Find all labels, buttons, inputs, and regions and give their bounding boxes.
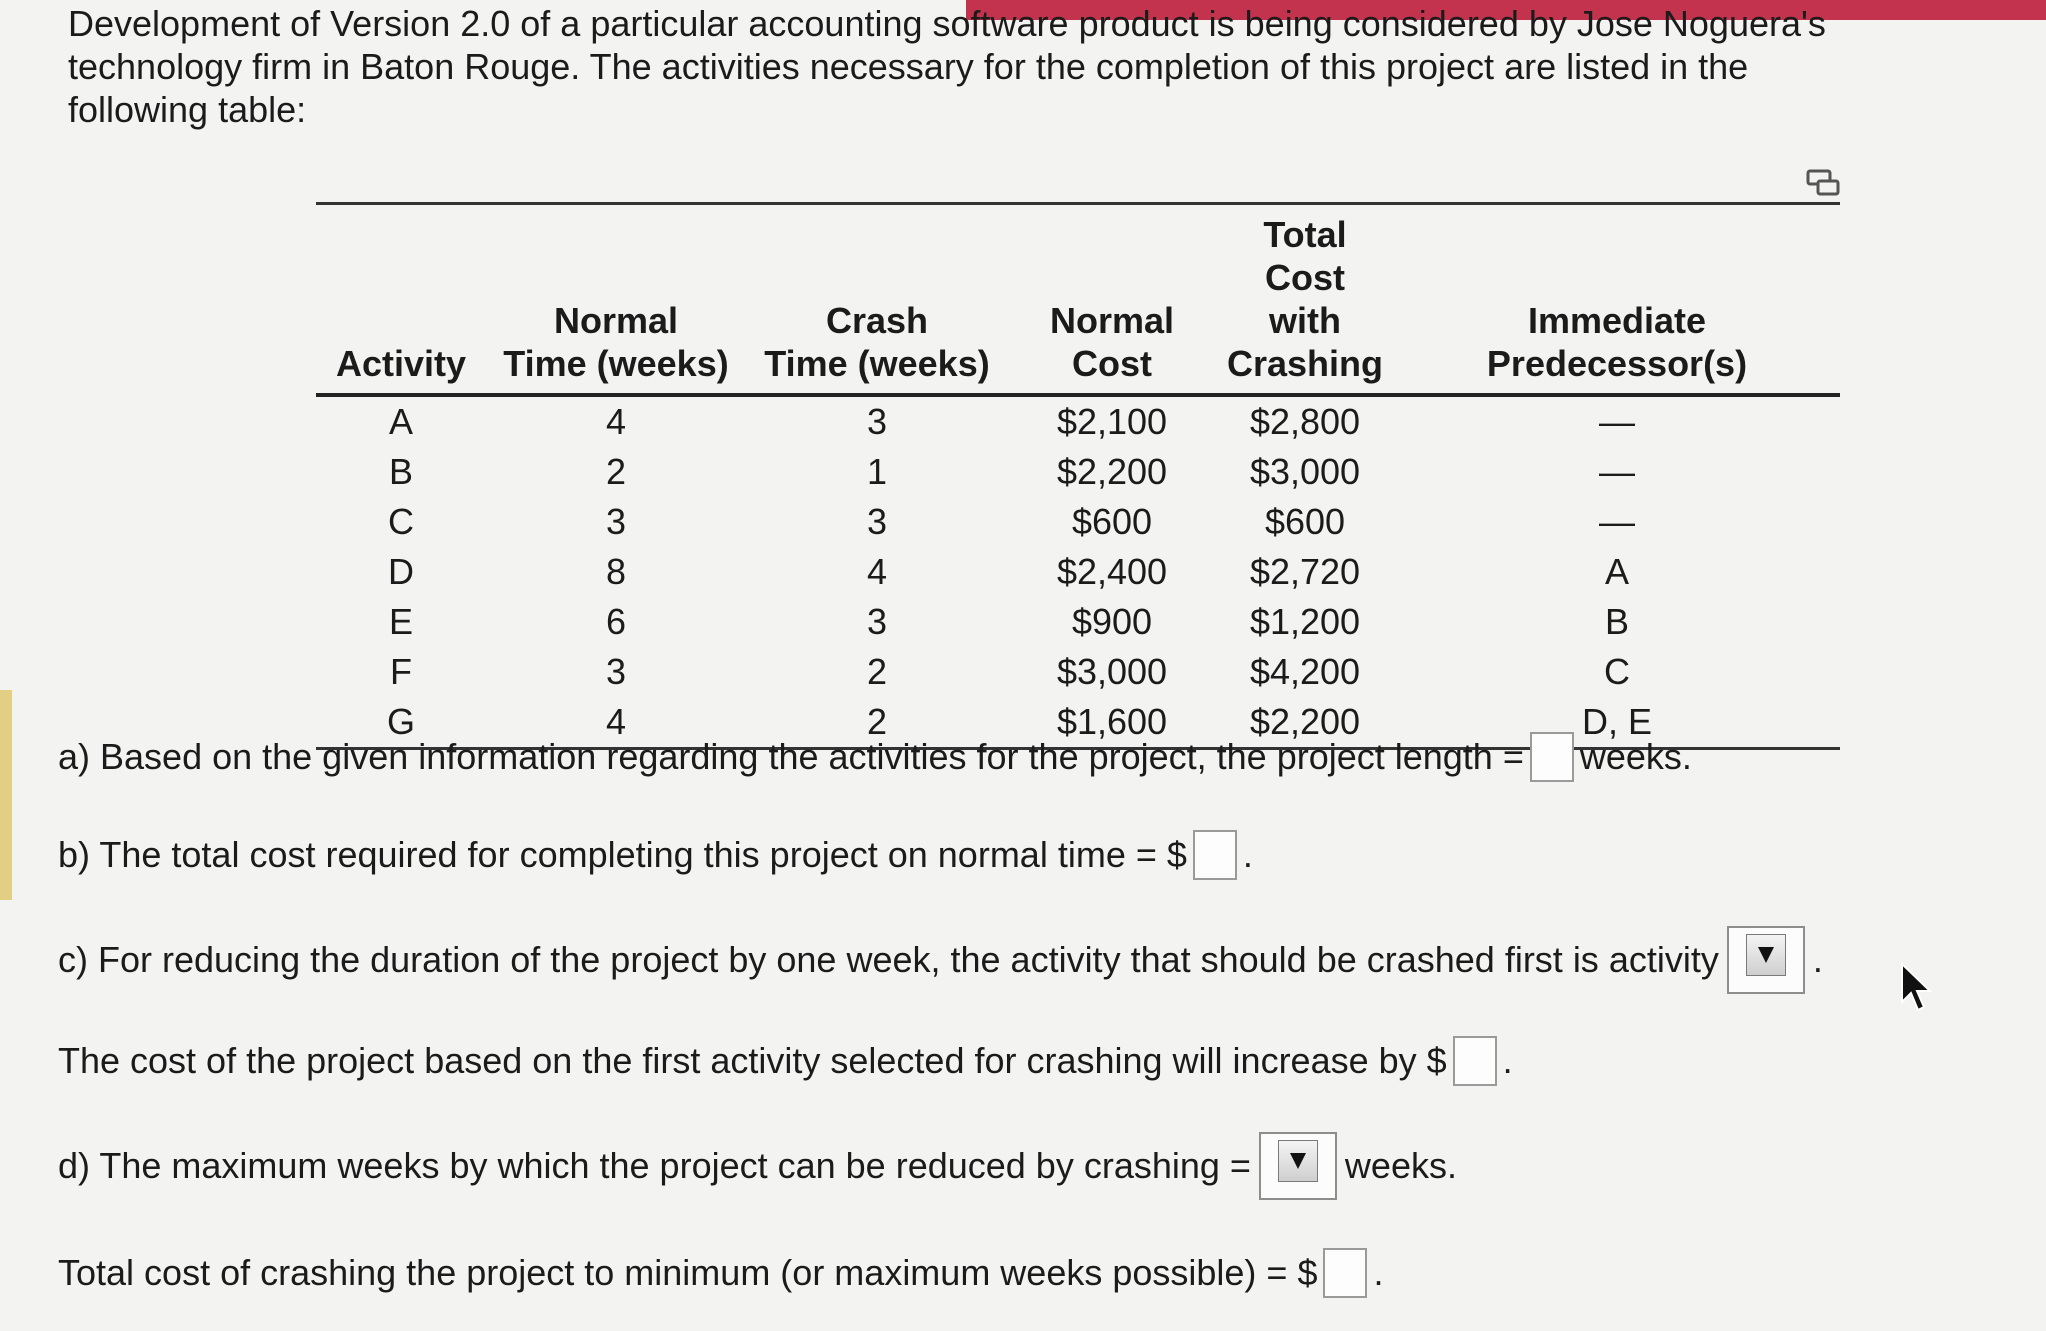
question-d-text: d) The maximum weeks by which the project can be reduced by crashing = <box>58 1145 1251 1186</box>
cell-crash-time: 2 <box>866 651 888 692</box>
cell-normal-time: 4 <box>605 401 627 442</box>
header-predecessors: Immediate Predecessor(s) <box>1394 204 1840 396</box>
max-weeks-dropdown[interactable] <box>1259 1132 1337 1200</box>
cell-activity: C <box>388 501 414 542</box>
question-c-end: . <box>1812 939 1823 980</box>
cell-activity: A <box>388 401 413 442</box>
left-highlight-strip <box>0 690 12 900</box>
table-row <box>316 547 1840 597</box>
cell-crash-cost: $2,720 <box>1249 551 1361 592</box>
cell-crash-cost: $2,200 <box>1249 701 1361 742</box>
table-row <box>316 395 1840 447</box>
cell-crash-cost: $2,800 <box>1249 401 1361 442</box>
cell-predecessors: — <box>1599 501 1635 542</box>
cell-normal-cost: $600 <box>1071 501 1153 542</box>
question-c <box>58 926 1823 994</box>
chevron-down-icon <box>1757 945 1775 965</box>
cell-normal-cost: $2,400 <box>1056 551 1168 592</box>
question-b-text: b) The total cost required for completing this project on normal time = $ <box>58 834 1187 875</box>
table-row <box>316 447 1840 497</box>
project-length-input[interactable] <box>1530 732 1574 782</box>
cell-normal-cost: $3,000 <box>1056 651 1168 692</box>
cell-crash-time: 3 <box>866 501 888 542</box>
cell-normal-cost: $1,600 <box>1056 701 1168 742</box>
cell-predecessors: D, E <box>1581 701 1652 742</box>
question-d-unit: weeks. <box>1344 1145 1457 1186</box>
first-crash-activity-dropdown[interactable] <box>1727 926 1805 994</box>
cell-crash-time: 2 <box>866 701 888 742</box>
dropdown-arrow-button[interactable] <box>1278 1140 1318 1182</box>
cell-normal-cost: $2,200 <box>1056 451 1168 492</box>
chevron-down-icon <box>1289 1151 1307 1171</box>
normal-total-cost-input[interactable] <box>1193 830 1237 880</box>
question-d2-end: . <box>1373 1252 1384 1293</box>
cell-normal-cost: $900 <box>1071 601 1153 642</box>
question-c-text: c) For reducing the duration of the project by one week, the activity that should be crashed first is activity <box>58 939 1719 980</box>
header-total-cost-crashing: Total Cost with Crashing <box>1216 204 1394 396</box>
header-normal-cost: Normal Cost <box>1008 204 1216 396</box>
cell-normal-time: 2 <box>605 451 627 492</box>
question-c2-text: The cost of the project based on the first activity selected for crashing will increase by $ <box>58 1040 1447 1081</box>
question-a-unit: weeks. <box>1579 736 1692 777</box>
total-crash-cost-input[interactable] <box>1323 1248 1367 1298</box>
cell-normal-time: 3 <box>605 501 627 542</box>
cell-activity: B <box>388 451 413 492</box>
activity-table-container <box>316 168 1840 750</box>
cell-crash-cost: $600 <box>1264 501 1346 542</box>
cell-normal-time: 8 <box>605 551 627 592</box>
question-d2 <box>58 1248 1384 1298</box>
cell-normal-cost: $2,100 <box>1056 401 1168 442</box>
cell-normal-time: 3 <box>605 651 627 692</box>
cell-crash-cost: $3,000 <box>1249 451 1361 492</box>
cell-normal-time: 6 <box>605 601 627 642</box>
header-normal-time: Normal Time (weeks) <box>486 204 746 396</box>
cell-predecessors: — <box>1599 451 1635 492</box>
table-row <box>316 597 1840 647</box>
table-row <box>316 497 1840 547</box>
table-row <box>316 647 1840 697</box>
question-b-end: . <box>1242 834 1253 875</box>
cell-activity: D <box>388 551 414 592</box>
question-b <box>58 830 1253 880</box>
cell-activity: F <box>390 651 412 692</box>
mouse-pointer-icon <box>1900 962 1934 1014</box>
cell-crash-cost: $1,200 <box>1249 601 1361 642</box>
cell-normal-time: 4 <box>605 701 627 742</box>
question-d <box>58 1132 1457 1200</box>
question-a <box>58 732 1692 782</box>
cell-crash-time: 3 <box>866 401 888 442</box>
header-crash-time: Crash Time (weeks) <box>746 204 1008 396</box>
cost-increase-input[interactable] <box>1453 1036 1497 1086</box>
question-a-text: a) Based on the given information regarding the activities for the project, the project length = <box>58 736 1524 777</box>
table-header-row <box>316 204 1840 396</box>
question-d2-text: Total cost of crashing the project to minimum (or maximum weeks possible) = $ <box>58 1252 1318 1293</box>
cell-activity: E <box>388 601 413 642</box>
cell-crash-time: 1 <box>866 451 888 492</box>
cell-crash-cost: $4,200 <box>1249 651 1361 692</box>
question-c2-end: . <box>1502 1040 1513 1081</box>
cell-predecessors: — <box>1599 401 1635 442</box>
expand-table-icon[interactable] <box>1806 168 1840 198</box>
cell-predecessors: C <box>1604 651 1630 692</box>
cell-activity: G <box>386 701 415 742</box>
question-c2 <box>58 1036 1513 1086</box>
cell-crash-time: 3 <box>866 601 888 642</box>
cell-crash-time: 4 <box>866 551 888 592</box>
problem-intro: Development of Version 2.0 of a particular accounting software product is being considered by Jose Noguera's technology firm in Baton Rouge. The activities necessary for the completion of this project are listed in the following table: <box>68 3 1826 130</box>
cell-predecessors: A <box>1604 551 1629 592</box>
activity-table <box>316 202 1840 750</box>
cell-predecessors: B <box>1604 601 1629 642</box>
dropdown-arrow-button[interactable] <box>1746 934 1786 976</box>
header-activity: Activity <box>316 204 486 396</box>
